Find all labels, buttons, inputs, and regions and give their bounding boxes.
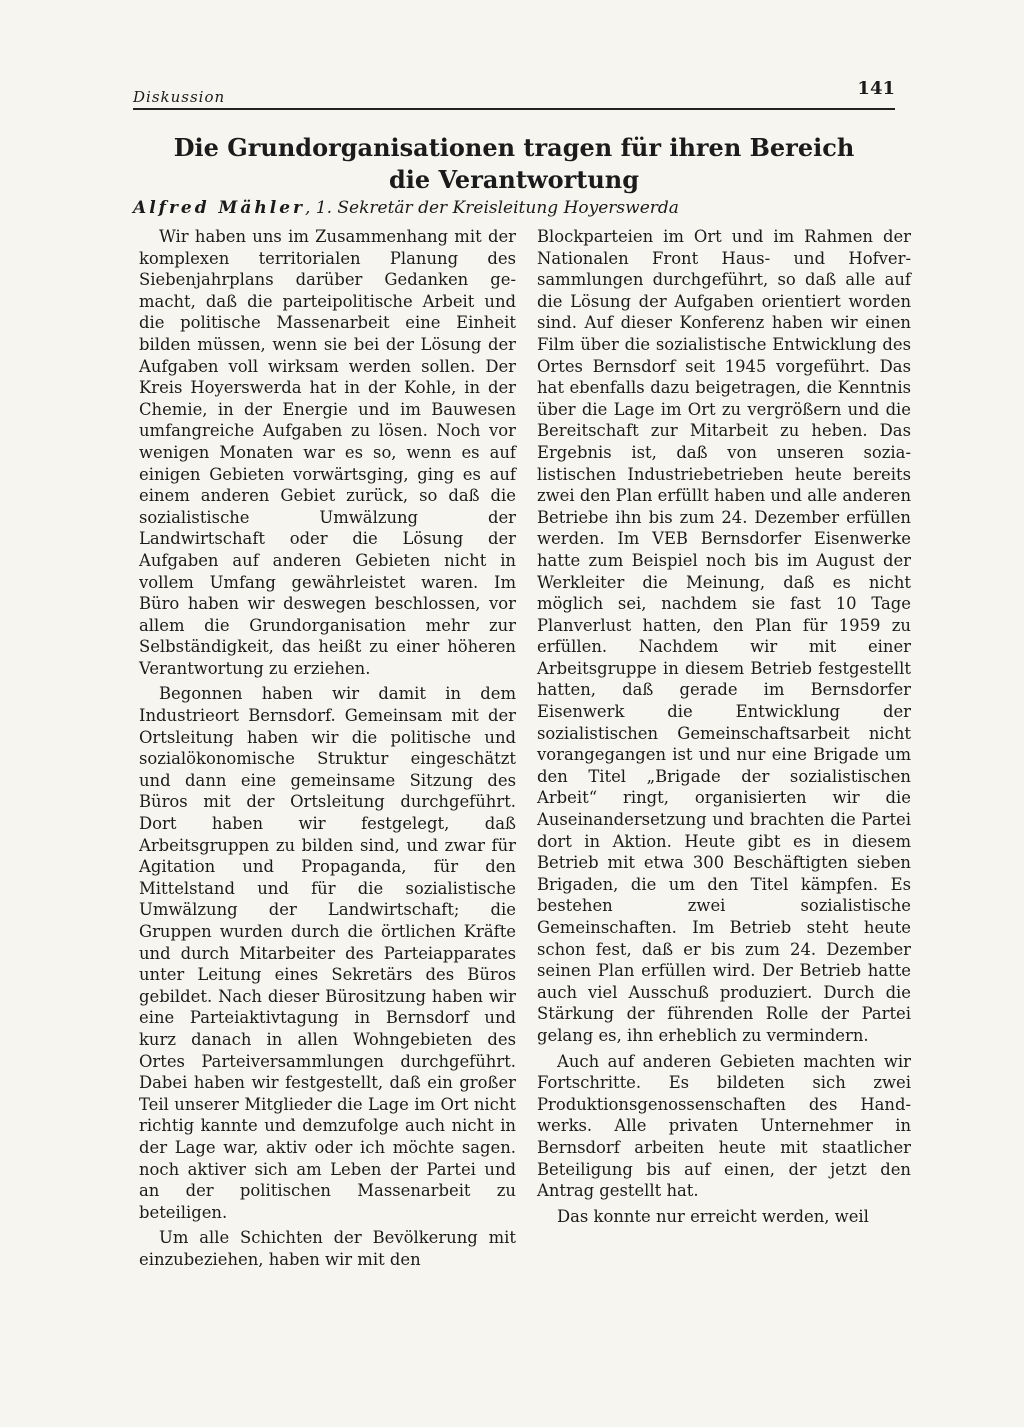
running-header [133,74,895,114]
page-number: 141 [857,78,895,99]
section-label: Diskussion [133,88,226,106]
author-name: Alfred Mähler [133,198,305,218]
paragraph: Blockparteien im Ort und im Rahmen der Nationalen Front Haus- und Hofversammlungen durchgeführt, so daß alle auf die Lösung der Aufgaben orientiert worden sind. Auf dieser Konferenz haben wir einen Film über die sozialistische Entwicklung des Ortes Bernsdorf seit 1945 vorgeführt. Das hat ebenfalls dazu beigetragen, die Kenntnis über die Lage im Ort zu vergrößern und die Bereitschaft zur Mitarbeit zu heben. Das Ergebnis ist, daß von unseren sozialistischen Industriebetrieben heute bereits zwei den Plan erfüllt haben und alle anderen Betriebe ihn bis zum 24. Dezember erfüllen werden. Im VEB Bernsdorfer Eisenwerke hatte zum Beispiel noch bis im August der Werkleiter die Meinung, daß es nicht möglich sei, nachdem sie fast 10 Tage Planverlust hatten, den Plan für 1959 zu erfüllen. Nachdem wir mit einer Arbeitsgruppe in diesem Betrieb festgestellt hatten, daß gerade im Bernsdorfer Eisenwerk die Entwicklung der sozialistischen Gemeinschaftsarbeit nicht vorangegangen ist und nur eine Brigade um den Titel „Brigade der sozialistischen Arbeit“ ringt, organisierten wir die Auseinandersetzung und brachten die Partei dort in Aktion. Heute gibt es in diesem Betrieb mit etwa 300 Beschäftigten sieben Brigaden, die um den Titel kämpfen. Es bestehen zwei sozialistische Gemeinschaften. Im Betrieb steht heute schon fest, daß er bis zum 24. Dezember seinen Plan erfüllen wird. Der Betrieb hatte auch viel Ausschuß produziert. Durch die Stärkung der führenden Rolle der Partei gelang es, ihn erheblich zu vermindern. [537,227,911,1045]
article-title-line-2: die Verantwortung [388,165,640,194]
paragraph: Wir haben uns im Zusammenhang mit der komplexen territorialen Planung des Siebenjahrplans darüber Gedanken gemacht, daß die parteipolitische Arbeit und die politische Massenarbeit eine Einheit bilden müssen, wenn sie bei der Lösung der Aufgaben voll wirksam werden sollen. Der Kreis Hoyerswerda hat in der Kohle, in der Chemie, in der Energie und im Bauwesen umfangreiche Aufgaben zu lösen. Noch vor wenigen Monaten war es so, wenn es auf einigen Gebieten vorwärtsging, ging es auf einem anderen Gebiet zurück, so daß die sozialistische Umwälzung der Landwirtschaft oder die Lösung der Aufgaben auf anderen Gebieten nicht in vollem Umfang gewährleistet waren. Im Büro haben wir deswegen beschlossen, vor allem die Grundorganisation mehr zur Selbständigkeit, das heißt zu einer höheren Verantwortung zu erziehen. [139,227,516,678]
article-title [133,132,895,196]
article-title-line-1: Die Grundorganisationen tragen für ihren Bereich [173,133,855,162]
header-rule [133,108,895,110]
byline [133,198,895,218]
author-role: , 1. Sekretär der Kreisleitung Hoyerswerda [304,198,679,218]
right-column [537,226,911,1227]
paragraph: Um alle Schichten der Bevölkerung mit einzubeziehen, haben wir mit den [139,1228,516,1269]
left-column [139,226,516,1271]
paragraph: Begonnen haben wir damit in dem Industrieort Bernsdorf. Gemeinsam mit der Ortsleitung haben wir die politische und sozialökonomische Struktur eingeschätzt und dann eine gemeinsame Sitzung des Büros mit der Ortsleitung durchgeführt. Dort haben wir festgelegt, daß Arbeitsgruppen zu bilden sind, und zwar für Agitation und Propaganda, für den Mittelstand und für die sozialistische Umwälzung der Landwirtschaft; die Gruppen wurden durch die örtlichen Kräfte und durch Mitarbeiter des Parteiapparates unter Leitung eines Sekretärs des Büros gebildet. Nach dieser Bürositzung haben wir eine Parteiaktivtagung in Bernsdorf und kurz danach in allen Wohngebieten des Ortes Parteiversammlungen durchgeführt. Dabei haben wir festgestellt, daß ein großer Teil unserer Mitglieder die Lage im Ort nicht richtig kannte und demzufolge auch nicht in der Lage war, aktiv oder ich möchte sagen. noch aktiver sich am Leben der Partei und an der politischen Massenarbeit zu beteiligen. [139,684,516,1222]
paragraph: Auch auf anderen Gebieten machten wir Fortschritte. Es bildeten sich zwei Produktionsgenossenschaften des Handwerks. Alle privaten Unternehmer in Bernsdorf arbeiten heute mit staatlicher Beteiligung bis auf einen, der jetzt den Antrag gestellt hat. [537,1051,911,1201]
paragraph: Das konnte nur erreicht werden, weil [557,1206,869,1226]
